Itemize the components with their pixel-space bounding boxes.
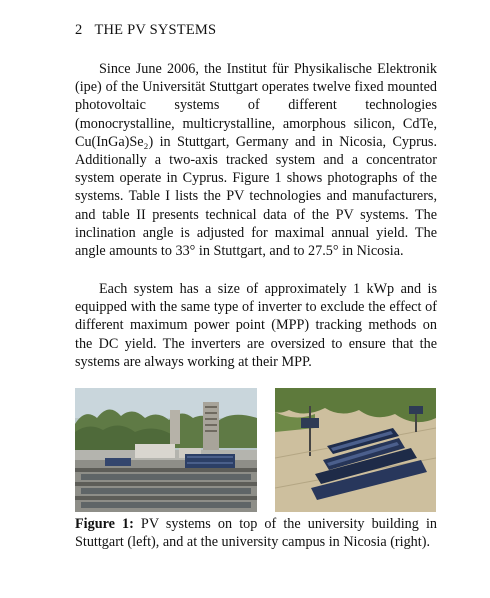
paragraph-2: Each system has a size of approximately 1 kWp and is equipped with the same type of inverter to exclude the effect of different maximum power point (MPP) tracking methods on the DC yield. The inverters are oversized to ensure that the systems are always working at their MPP. [75,281,437,370]
paragraph-1: Since June 2006, the Institut für Physikalische Elektronik (ipe) of the Universität Stuttgart operates twelve fixed mounted photovoltaic systems of different technologies (monocrystalline, multicrystalline, amorphous silicon, CdTe, Cu(InGa)Se₂) in Stuttgart, Germany and in Nicosia, Cyprus. Additionally a two-axis tracked system and a concentrator system operate in Cyprus. Figure 1 shows photographs of the systems. Table I lists the PV technologies and manufacturers, and table II presents technical data of the PV systems. The inclination angle is adjusted for maximal annual yield. The angle amounts to 33° in Stuttgart, and to 27.5° in Nicosia. [75,61,437,260]
section-number: 2 [75,22,83,38]
section-heading [75,22,216,39]
figure-caption [75,515,437,551]
section-title: THE PV SYSTEMS [94,22,217,38]
figure-caption-text: PV systems on top of the university building in Stuttgart (left), and at the university campus in Nicosia (right). [75,516,437,551]
figure-label: Figure 1: [75,516,134,532]
figure-photo-nicosia [275,388,436,512]
figure-photo-stuttgart [75,388,257,512]
